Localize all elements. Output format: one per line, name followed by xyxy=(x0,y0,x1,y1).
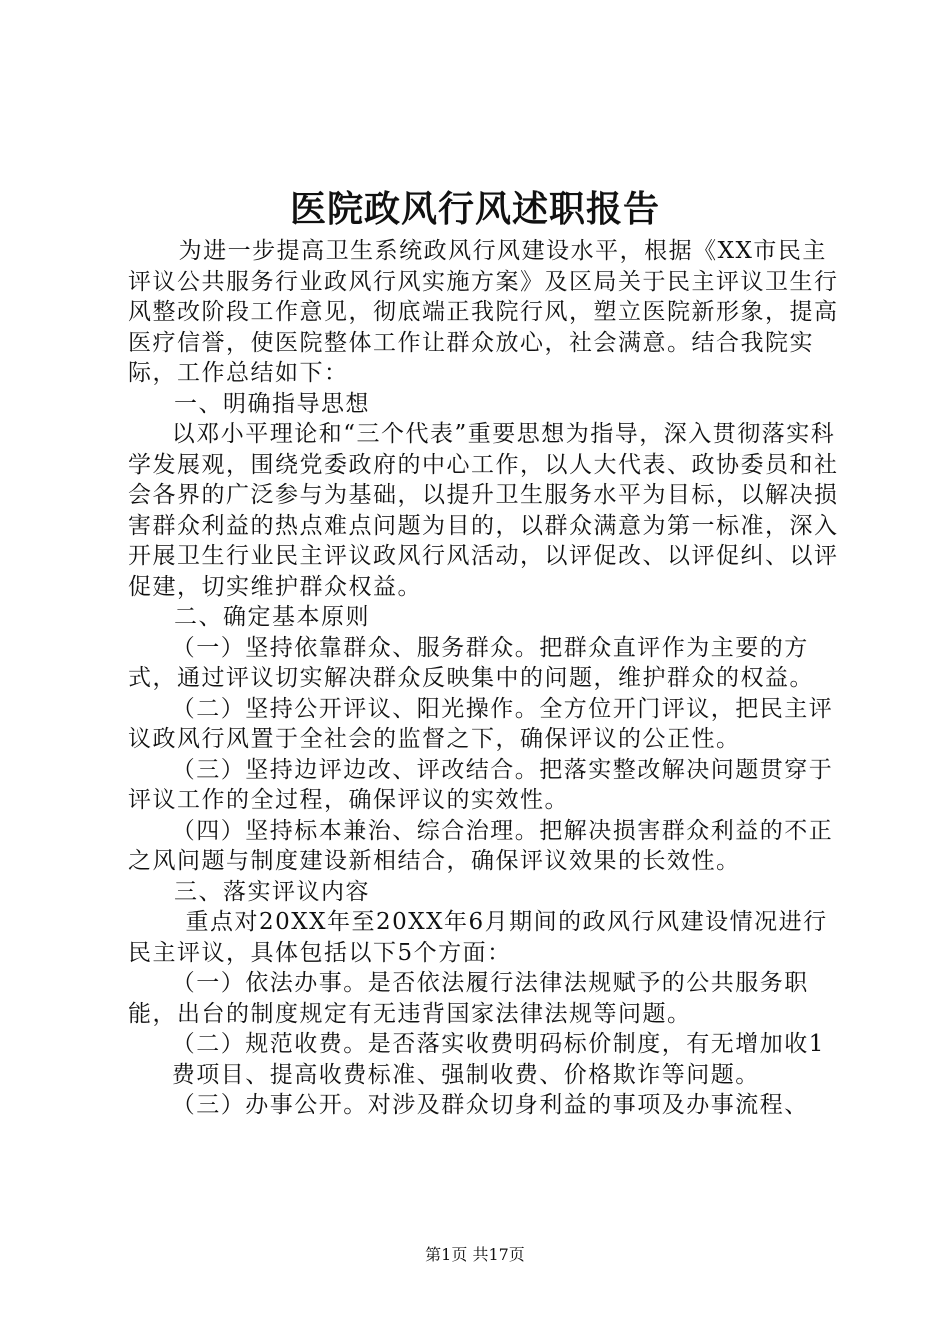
content-item-1-paragraph: （一）依法办事。是否依法履行法律法规赋予的公共服务职能，出台的制度规定有无违背国家法律法规等问题。 xyxy=(128,970,809,1027)
document-title: 医院政风行风述职报告 xyxy=(289,188,660,230)
page-number-footer: 第1页 共17页 xyxy=(425,1245,525,1264)
content-intro-paragraph: 重点对20XX年至20XX年6月期间的政风行风建设情况进行民主评议，具体包括以下5个方面： xyxy=(128,909,828,966)
content-item-3-paragraph: （三）办事公开。对涉及群众切身利益的事项及办事流程、 xyxy=(171,1092,809,1118)
section-heading-3: 三、落实评议内容 xyxy=(174,878,370,905)
document-body xyxy=(128,236,848,1121)
intro-paragraph: 为进一步提高卫生系统政风行风建设水平，根据《XX市民主评议公共服务行业政风行风实施方案》及区局关于民主评议卫生行风整改阶段工作意见，彻底端正我院行风，塑立医院新形象，提高医疗信誉，使医院整体工作让群众放心，社会满意。结合我院实际，工作总结如下： xyxy=(128,238,839,386)
content-item-2-paragraph: （二）规范收费。是否落实收费明码标价制度，有无增加收1 xyxy=(171,1031,825,1057)
principle-4-paragraph: （四）坚持标本兼治、综合治理。把解决损害群众利益的不正之风问题与制度建设新相结合，确保评议效果的长效性。 xyxy=(128,817,834,874)
guiding-thought-paragraph: 以邓小平理论和“三个代表”重要思想为指导，深入贯彻落实科学发展观，围绕党委政府的中心工作，以人大代表、政协委员和社会各界的广泛参与为基础，以提升卫生服务水平为目标，以解决损害群众利益的热点难点问题为目的，以群众满意为第一标准，深入开展卫生行业民主评议政风行风活动，以评促改、以评促纠、以评促建，切实维护群众权益。 xyxy=(128,421,839,600)
principle-2-paragraph: （二）坚持公开评议、阳光操作。全方位开门评议，把民主评议政风行风置于全社会的监督之下，确保评议的公正性。 xyxy=(128,695,834,752)
principle-1-paragraph: （一）坚持依靠群众、服务群众。把群众直评作为主要的方式，通过评议切实解决群众反映集中的问题，维护群众的权益。 xyxy=(128,634,814,691)
content-item-2-continuation: 费项目、提高收费标准、强制收费、价格欺诈等问题。 xyxy=(171,1061,760,1088)
section-heading-2: 二、确定基本原则 xyxy=(174,604,370,630)
principle-3-paragraph: （三）坚持边评边改、评改结合。把落实整改解决问题贯穿于评议工作的全过程，确保评议的实效性。 xyxy=(128,756,834,813)
section-heading-1: 一、明确指导思想 xyxy=(174,390,370,417)
